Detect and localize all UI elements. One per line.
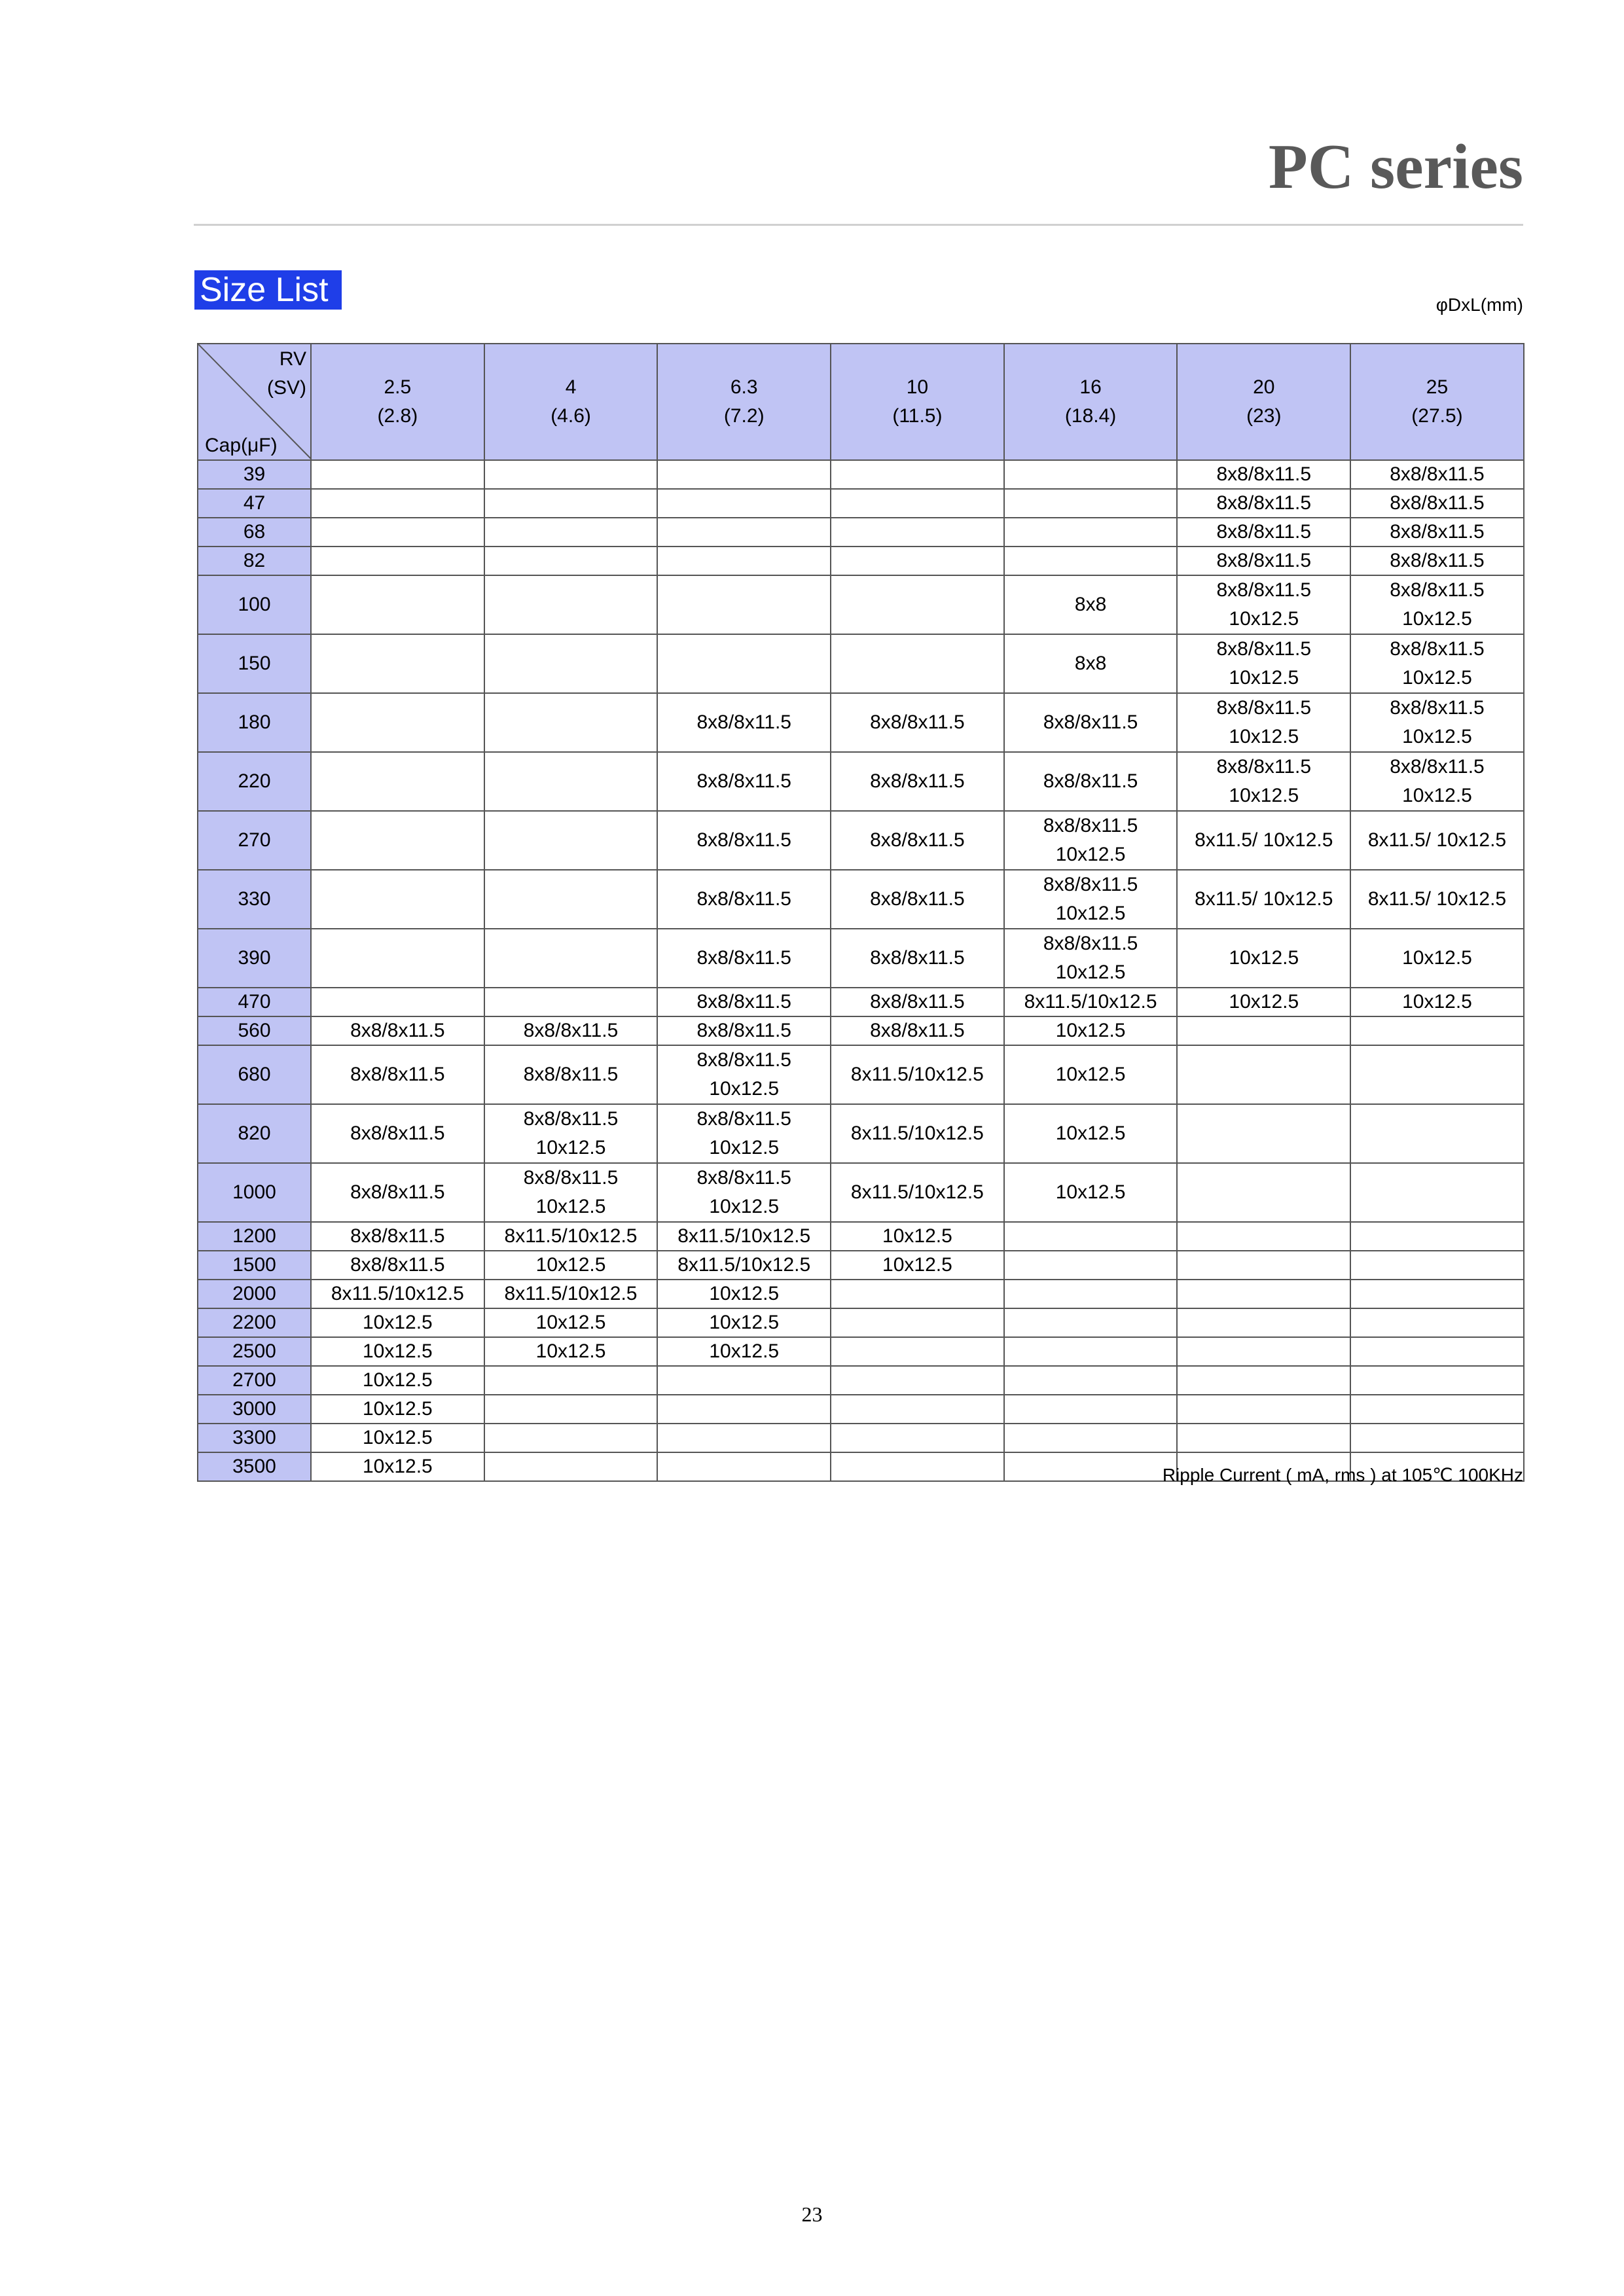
size-cell bbox=[484, 988, 658, 1016]
surge-voltage: (11.5) bbox=[892, 405, 943, 427]
table-row bbox=[198, 1222, 1524, 1251]
size-cell: 8x8 bbox=[1004, 575, 1178, 634]
table-row bbox=[198, 518, 1524, 547]
size-cell bbox=[484, 460, 658, 489]
size-cell bbox=[1004, 929, 1178, 988]
capacitance-cell: 2200 bbox=[198, 1308, 311, 1337]
size-cell bbox=[831, 1280, 1004, 1308]
size-cell bbox=[831, 634, 1004, 693]
size-cell bbox=[311, 693, 484, 752]
size-cell: 8x8/8x11.5 bbox=[311, 1104, 484, 1163]
size-cell bbox=[484, 1395, 658, 1424]
capacitance-cell: 3500 bbox=[198, 1452, 311, 1481]
size-cell: 8x8/8x11.5 bbox=[657, 1016, 831, 1045]
capacitance-cell: 3000 bbox=[198, 1395, 311, 1424]
size-cell: 8x8 bbox=[1004, 634, 1178, 693]
size-line: 8x8/8x11.5 bbox=[1043, 933, 1138, 954]
voltage-header bbox=[1177, 344, 1350, 460]
size-cell bbox=[484, 752, 658, 811]
size-cell: 8x8/8x11.5 bbox=[657, 870, 831, 929]
size-cell bbox=[1350, 1395, 1524, 1424]
size-line: 8x8/8x11.5 bbox=[696, 1108, 791, 1130]
size-cell bbox=[1177, 1251, 1350, 1280]
capacitance-cell: 820 bbox=[198, 1104, 311, 1163]
capacitance-cell: 3300 bbox=[198, 1424, 311, 1452]
size-cell bbox=[657, 489, 831, 518]
size-cell: 8x8/8x11.5 bbox=[1177, 460, 1350, 489]
size-line: 10x12.5 bbox=[1402, 608, 1472, 630]
size-cell: 8x8/8x11.5 bbox=[484, 1045, 658, 1104]
table-row bbox=[198, 1308, 1524, 1337]
size-cell bbox=[831, 547, 1004, 575]
size-cell bbox=[1350, 752, 1524, 811]
size-cell bbox=[657, 1452, 831, 1481]
size-cell bbox=[311, 811, 484, 870]
size-line: 10x12.5 bbox=[1229, 785, 1299, 806]
size-cell bbox=[1004, 1222, 1178, 1251]
size-cell bbox=[831, 1424, 1004, 1452]
size-line: 8x8/8x11.5 bbox=[1216, 697, 1312, 719]
size-cell: 8x8/8x11.5 bbox=[1350, 489, 1524, 518]
size-cell bbox=[484, 1366, 658, 1395]
table-row bbox=[198, 489, 1524, 518]
capacitance-cell: 68 bbox=[198, 518, 311, 547]
size-cell: 10x12.5 bbox=[657, 1308, 831, 1337]
size-cell bbox=[831, 575, 1004, 634]
size-cell: 10x12.5 bbox=[657, 1337, 831, 1366]
size-line: 10x12.5 bbox=[1402, 726, 1472, 747]
table-row bbox=[198, 1424, 1524, 1452]
rv-label: RV bbox=[279, 348, 306, 370]
size-cell bbox=[657, 1104, 831, 1163]
size-cell bbox=[1350, 634, 1524, 693]
size-cell: 8x8/8x11.5 bbox=[1177, 547, 1350, 575]
size-cell: 10x12.5 bbox=[484, 1337, 658, 1366]
size-cell: 8x8/8x11.5 bbox=[1004, 752, 1178, 811]
size-cell bbox=[1004, 1366, 1178, 1395]
size-cell: 8x11.5/10x12.5 bbox=[831, 1045, 1004, 1104]
size-cell: 8x8/8x11.5 bbox=[1177, 518, 1350, 547]
voltage-header bbox=[311, 344, 484, 460]
size-cell bbox=[1177, 1308, 1350, 1337]
header-row bbox=[198, 344, 1524, 460]
size-line: 10x12.5 bbox=[1055, 903, 1126, 924]
size-cell bbox=[1177, 1280, 1350, 1308]
capacitance-cell: 390 bbox=[198, 929, 311, 988]
size-cell bbox=[311, 870, 484, 929]
size-line: 8x8/8x11.5 bbox=[1043, 874, 1138, 895]
size-cell: 8x11.5/10x12.5 bbox=[484, 1222, 658, 1251]
size-line: 8x8/8x11.5 bbox=[1216, 638, 1312, 660]
capacitance-cell: 150 bbox=[198, 634, 311, 693]
size-cell: 8x8/8x11.5 bbox=[831, 811, 1004, 870]
capacitance-cell: 82 bbox=[198, 547, 311, 575]
size-cell: 8x8/8x11.5 bbox=[1350, 460, 1524, 489]
capacitance-cell: 39 bbox=[198, 460, 311, 489]
unit-label: φDxL(mm) bbox=[1435, 295, 1523, 315]
size-cell bbox=[1350, 1045, 1524, 1104]
capacitance-cell: 470 bbox=[198, 988, 311, 1016]
size-cell bbox=[1350, 1163, 1524, 1222]
table-row bbox=[198, 1280, 1524, 1308]
capacitance-label: Cap(μF) bbox=[205, 435, 278, 456]
size-cell bbox=[1177, 752, 1350, 811]
size-cell: 8x11.5/10x12.5 bbox=[831, 1163, 1004, 1222]
table-row bbox=[198, 1016, 1524, 1045]
capacitance-cell: 1000 bbox=[198, 1163, 311, 1222]
size-cell bbox=[1350, 1104, 1524, 1163]
size-cell: 8x8/8x11.5 bbox=[1004, 693, 1178, 752]
size-cell: 8x8/8x11.5 bbox=[831, 988, 1004, 1016]
size-cell bbox=[831, 518, 1004, 547]
size-cell bbox=[484, 929, 658, 988]
capacitance-cell: 330 bbox=[198, 870, 311, 929]
size-cell bbox=[657, 547, 831, 575]
capacitance-cell: 270 bbox=[198, 811, 311, 870]
size-cell bbox=[484, 811, 658, 870]
size-cell bbox=[1177, 693, 1350, 752]
size-cell bbox=[1177, 1104, 1350, 1163]
table-row bbox=[198, 1395, 1524, 1424]
size-cell bbox=[484, 575, 658, 634]
size-cell: 8x8/8x11.5 bbox=[311, 1016, 484, 1045]
size-cell: 8x11.5/ 10x12.5 bbox=[1350, 870, 1524, 929]
size-cell bbox=[1350, 1016, 1524, 1045]
size-cell bbox=[1350, 1222, 1524, 1251]
size-cell bbox=[1177, 1016, 1350, 1045]
rated-voltage: 16 bbox=[1079, 376, 1102, 398]
size-cell bbox=[484, 1452, 658, 1481]
table-row bbox=[198, 547, 1524, 575]
size-cell: 10x12.5 bbox=[484, 1251, 658, 1280]
table-row bbox=[198, 1104, 1524, 1163]
size-cell bbox=[1177, 1424, 1350, 1452]
size-cell bbox=[1004, 1395, 1178, 1424]
size-cell: 10x12.5 bbox=[831, 1222, 1004, 1251]
size-cell bbox=[831, 1452, 1004, 1481]
size-cell: 8x11.5/ 10x12.5 bbox=[1177, 870, 1350, 929]
size-cell bbox=[484, 634, 658, 693]
size-cell bbox=[1004, 1280, 1178, 1308]
size-cell bbox=[484, 1163, 658, 1222]
table-row bbox=[198, 634, 1524, 693]
voltage-header bbox=[1004, 344, 1178, 460]
size-cell bbox=[657, 575, 831, 634]
size-cell bbox=[1350, 1251, 1524, 1280]
size-cell bbox=[1350, 1366, 1524, 1395]
size-cell bbox=[657, 1045, 831, 1104]
size-cell bbox=[311, 634, 484, 693]
surge-voltage: (27.5) bbox=[1411, 405, 1463, 427]
size-cell: 10x12.5 bbox=[1004, 1045, 1178, 1104]
size-line: 8x8/8x11.5 bbox=[696, 1049, 791, 1071]
size-cell: 10x12.5 bbox=[311, 1308, 484, 1337]
size-line: 10x12.5 bbox=[1055, 844, 1126, 865]
surge-voltage: (4.6) bbox=[550, 405, 591, 427]
size-cell bbox=[1177, 1337, 1350, 1366]
size-cell: 8x8/8x11.5 bbox=[831, 929, 1004, 988]
rated-voltage: 4 bbox=[565, 376, 577, 398]
table-row bbox=[198, 460, 1524, 489]
size-line: 10x12.5 bbox=[1402, 667, 1472, 689]
surge-voltage: (18.4) bbox=[1064, 405, 1117, 427]
size-cell bbox=[484, 870, 658, 929]
size-cell: 8x8/8x11.5 bbox=[311, 1222, 484, 1251]
size-cell: 10x12.5 bbox=[1004, 1016, 1178, 1045]
table-row bbox=[198, 693, 1524, 752]
size-cell bbox=[657, 634, 831, 693]
size-cell: 8x8/8x11.5 bbox=[1177, 489, 1350, 518]
sv-label: (SV) bbox=[267, 377, 306, 399]
size-cell bbox=[1004, 518, 1178, 547]
size-cell: 10x12.5 bbox=[484, 1308, 658, 1337]
size-cell bbox=[1004, 460, 1178, 489]
size-cell bbox=[484, 1104, 658, 1163]
size-cell: 8x8/8x11.5 bbox=[657, 693, 831, 752]
size-cell: 8x11.5/ 10x12.5 bbox=[1177, 811, 1350, 870]
size-cell: 10x12.5 bbox=[311, 1337, 484, 1366]
size-cell: 8x8/8x11.5 bbox=[831, 693, 1004, 752]
size-cell bbox=[1004, 1424, 1178, 1452]
size-cell bbox=[831, 1395, 1004, 1424]
size-cell bbox=[1004, 1251, 1178, 1280]
size-cell bbox=[1350, 1308, 1524, 1337]
size-cell bbox=[657, 460, 831, 489]
size-cell: 8x11.5/10x12.5 bbox=[831, 1104, 1004, 1163]
ripple-footnote: Ripple Current ( mA, rms ) at 105℃ 100KHz bbox=[1162, 1465, 1523, 1485]
size-cell bbox=[1177, 1163, 1350, 1222]
size-cell bbox=[657, 1163, 831, 1222]
size-line: 10x12.5 bbox=[1229, 726, 1299, 747]
size-line: 8x8/8x11.5 bbox=[1216, 756, 1312, 778]
capacitance-cell: 2700 bbox=[198, 1366, 311, 1395]
size-cell: 8x11.5/10x12.5 bbox=[657, 1222, 831, 1251]
size-cell bbox=[657, 518, 831, 547]
size-line: 10x12.5 bbox=[1229, 667, 1299, 689]
size-cell bbox=[311, 460, 484, 489]
size-cell bbox=[484, 693, 658, 752]
size-cell: 10x12.5 bbox=[1177, 988, 1350, 1016]
size-cell bbox=[831, 1366, 1004, 1395]
size-line: 10x12.5 bbox=[535, 1196, 606, 1217]
size-line: 8x8/8x11.5 bbox=[523, 1108, 619, 1130]
size-line: 10x12.5 bbox=[709, 1137, 780, 1158]
size-cell bbox=[311, 752, 484, 811]
size-cell bbox=[1004, 1337, 1178, 1366]
size-cell: 8x8/8x11.5 bbox=[484, 1016, 658, 1045]
size-line: 8x8/8x11.5 bbox=[1390, 756, 1485, 778]
size-cell bbox=[311, 575, 484, 634]
size-cell bbox=[831, 489, 1004, 518]
size-cell: 8x8/8x11.5 bbox=[1350, 518, 1524, 547]
capacitance-cell: 1500 bbox=[198, 1251, 311, 1280]
voltage-header bbox=[657, 344, 831, 460]
capacitance-cell: 2500 bbox=[198, 1337, 311, 1366]
table-row bbox=[198, 988, 1524, 1016]
size-cell: 8x8/8x11.5 bbox=[831, 1016, 1004, 1045]
size-cell: 8x11.5/10x12.5 bbox=[311, 1280, 484, 1308]
size-cell bbox=[1350, 575, 1524, 634]
capacitance-cell: 47 bbox=[198, 489, 311, 518]
size-cell bbox=[484, 489, 658, 518]
page-number: 23 bbox=[801, 2202, 823, 2226]
size-cell: 10x12.5 bbox=[311, 1424, 484, 1452]
size-line: 10x12.5 bbox=[1229, 608, 1299, 630]
size-cell bbox=[311, 489, 484, 518]
size-cell: 8x8/8x11.5 bbox=[311, 1045, 484, 1104]
size-cell: 10x12.5 bbox=[311, 1395, 484, 1424]
rated-voltage: 20 bbox=[1253, 376, 1275, 398]
rated-voltage: 6.3 bbox=[730, 376, 758, 398]
section-label: Size List bbox=[194, 270, 342, 310]
table-row bbox=[198, 1337, 1524, 1366]
table-row bbox=[198, 575, 1524, 634]
size-line: 10x12.5 bbox=[709, 1196, 780, 1217]
size-cell bbox=[311, 518, 484, 547]
size-cell bbox=[831, 1308, 1004, 1337]
size-cell bbox=[1177, 1222, 1350, 1251]
size-cell: 8x11.5/10x12.5 bbox=[484, 1280, 658, 1308]
size-cell bbox=[1177, 1366, 1350, 1395]
size-cell bbox=[484, 1424, 658, 1452]
size-cell: 8x11.5/10x12.5 bbox=[1004, 988, 1178, 1016]
size-cell: 10x12.5 bbox=[657, 1280, 831, 1308]
size-cell bbox=[657, 1424, 831, 1452]
size-cell bbox=[1177, 1395, 1350, 1424]
size-cell: 10x12.5 bbox=[1177, 929, 1350, 988]
size-cell: 10x12.5 bbox=[311, 1452, 484, 1481]
voltage-header bbox=[484, 344, 658, 460]
capacitance-cell: 680 bbox=[198, 1045, 311, 1104]
size-cell: 8x8/8x11.5 bbox=[311, 1251, 484, 1280]
surge-voltage: (23) bbox=[1246, 405, 1282, 427]
size-cell: 10x12.5 bbox=[831, 1251, 1004, 1280]
size-cell bbox=[484, 518, 658, 547]
size-cell bbox=[1350, 1280, 1524, 1308]
size-cell: 10x12.5 bbox=[1350, 929, 1524, 988]
size-cell bbox=[1177, 634, 1350, 693]
capacitance-cell: 560 bbox=[198, 1016, 311, 1045]
size-cell bbox=[311, 988, 484, 1016]
size-cell: 8x8/8x11.5 bbox=[831, 870, 1004, 929]
size-line: 8x8/8x11.5 bbox=[523, 1167, 619, 1189]
size-cell: 10x12.5 bbox=[1350, 988, 1524, 1016]
size-line: 8x8/8x11.5 bbox=[1390, 579, 1485, 601]
size-cell bbox=[1177, 575, 1350, 634]
size-cell bbox=[1350, 1337, 1524, 1366]
size-cell bbox=[1004, 1452, 1178, 1481]
size-line: 8x8/8x11.5 bbox=[696, 1167, 791, 1189]
table-row bbox=[198, 752, 1524, 811]
size-cell bbox=[311, 547, 484, 575]
size-cell: 10x12.5 bbox=[1004, 1104, 1178, 1163]
size-line: 10x12.5 bbox=[1055, 961, 1126, 983]
size-cell: 8x8/8x11.5 bbox=[657, 929, 831, 988]
header-divider bbox=[194, 224, 1523, 226]
rated-voltage: 10 bbox=[906, 376, 929, 398]
series-title: PC series bbox=[1268, 132, 1523, 202]
capacitance-cell: 1200 bbox=[198, 1222, 311, 1251]
table-row bbox=[198, 1045, 1524, 1104]
size-cell bbox=[1004, 1308, 1178, 1337]
table-row bbox=[198, 1163, 1524, 1222]
capacitance-cell: 220 bbox=[198, 752, 311, 811]
size-cell: 10x12.5 bbox=[1004, 1163, 1178, 1222]
size-cell: 8x8/8x11.5 bbox=[657, 752, 831, 811]
table-row bbox=[198, 1366, 1524, 1395]
capacitance-cell: 180 bbox=[198, 693, 311, 752]
rated-voltage: 25 bbox=[1426, 376, 1449, 398]
size-line: 8x8/8x11.5 bbox=[1043, 815, 1138, 836]
size-cell bbox=[1004, 811, 1178, 870]
surge-voltage: (2.8) bbox=[377, 405, 418, 427]
size-line: 8x8/8x11.5 bbox=[1216, 579, 1312, 601]
size-cell bbox=[831, 1337, 1004, 1366]
size-cell: 8x8/8x11.5 bbox=[831, 752, 1004, 811]
size-cell: 8x11.5/10x12.5 bbox=[657, 1251, 831, 1280]
table-row bbox=[198, 1251, 1524, 1280]
size-line: 10x12.5 bbox=[709, 1078, 780, 1100]
size-line: 10x12.5 bbox=[1402, 785, 1472, 806]
rated-voltage: 2.5 bbox=[384, 376, 412, 398]
voltage-header bbox=[831, 344, 1004, 460]
size-cell bbox=[1004, 870, 1178, 929]
size-cell bbox=[1350, 1424, 1524, 1452]
size-table bbox=[197, 343, 1525, 1482]
size-cell bbox=[657, 1395, 831, 1424]
table-row bbox=[198, 929, 1524, 988]
size-cell: 10x12.5 bbox=[311, 1366, 484, 1395]
size-cell bbox=[1004, 547, 1178, 575]
size-cell bbox=[1177, 1045, 1350, 1104]
size-cell bbox=[484, 547, 658, 575]
capacitance-cell: 2000 bbox=[198, 1280, 311, 1308]
voltage-header bbox=[1350, 344, 1524, 460]
size-cell: 8x8/8x11.5 bbox=[657, 811, 831, 870]
size-line: 8x8/8x11.5 bbox=[1390, 638, 1485, 660]
size-cell bbox=[1350, 693, 1524, 752]
size-line: 10x12.5 bbox=[535, 1137, 606, 1158]
size-line: 8x8/8x11.5 bbox=[1390, 697, 1485, 719]
size-cell bbox=[657, 1366, 831, 1395]
size-cell bbox=[311, 929, 484, 988]
capacitance-cell: 100 bbox=[198, 575, 311, 634]
table-row bbox=[198, 870, 1524, 929]
table-row bbox=[198, 811, 1524, 870]
surge-voltage: (7.2) bbox=[723, 405, 765, 427]
size-cell: 8x11.5/ 10x12.5 bbox=[1350, 811, 1524, 870]
size-cell: 8x8/8x11.5 bbox=[1350, 547, 1524, 575]
size-cell: 8x8/8x11.5 bbox=[311, 1163, 484, 1222]
size-cell bbox=[1004, 489, 1178, 518]
corner-cell bbox=[198, 344, 311, 460]
size-cell: 8x8/8x11.5 bbox=[657, 988, 831, 1016]
size-cell bbox=[831, 460, 1004, 489]
